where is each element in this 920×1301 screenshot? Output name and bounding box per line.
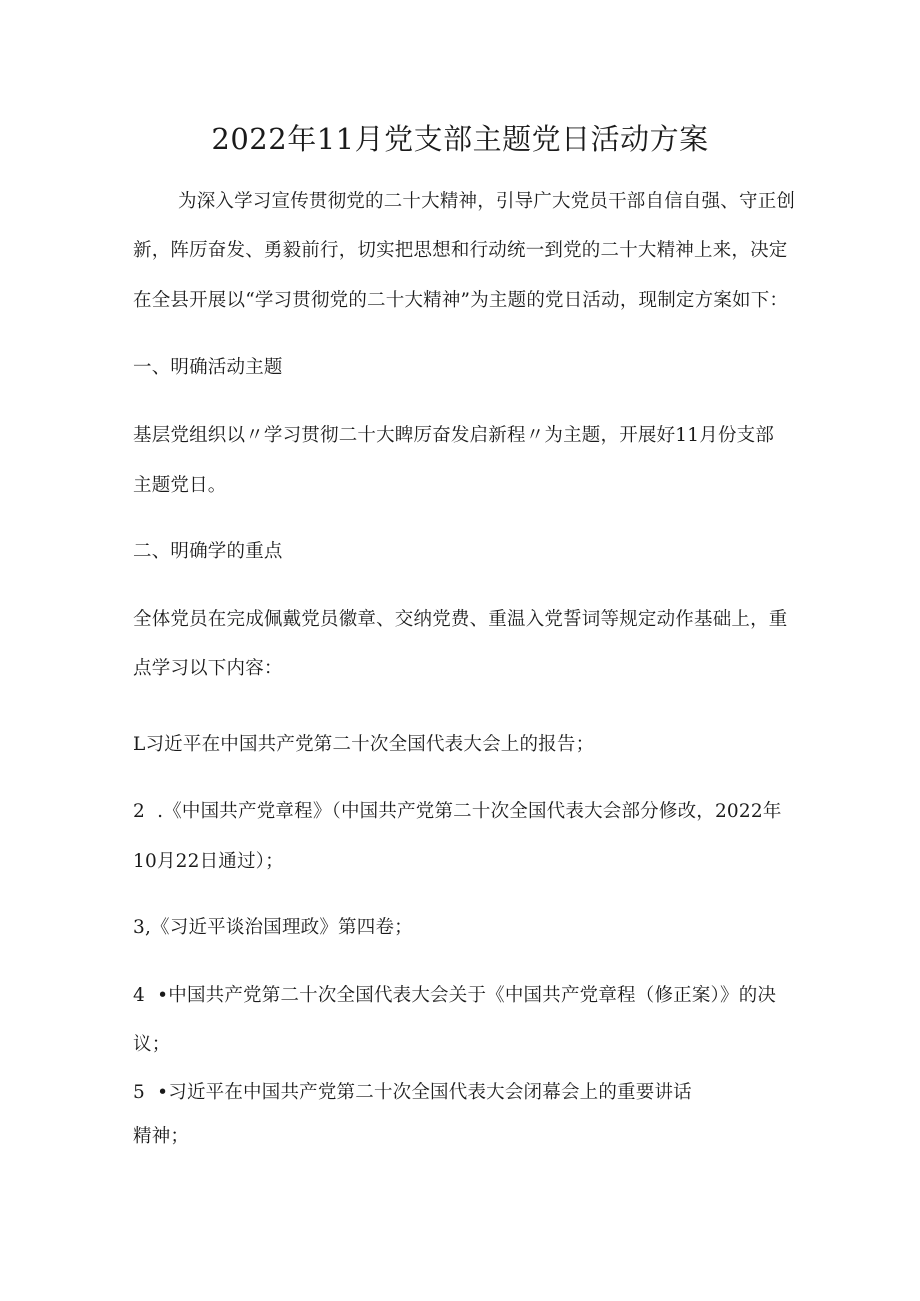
list-item-1: L习近平在中国共产党第二十次全国代表大会上的报告； — [133, 734, 595, 755]
list-item-4-line-1: 4 •中国共产党第二十次全国代表大会关于《中国共产党章程（修正案）》的决 — [133, 985, 777, 1006]
section-2-body-line-1: 全体党员在完成佩戴党员徽章、交纳党费、重温入党誓词等规定动作基础上，重 — [133, 609, 788, 630]
list-item-3: 3,《习近平谈治国理政》第四卷； — [133, 917, 413, 938]
section-1-body-line-2: 主题党日。 — [133, 475, 227, 496]
intro-line-2: 新，阵厉奋发、勇毅前行，切实把思想和行动统一到党的二十大精神上来，决定 — [133, 240, 788, 261]
list-item-5-line-2: 精神； — [133, 1126, 190, 1147]
section-1-body-line-1: 基层党组织以〃学习贯彻二十大睥厉奋发启新程〃为主题，开展好11月份支部 — [133, 425, 775, 446]
section-1-heading: 一、明确活动主题 — [133, 357, 283, 378]
section-2-heading: 二、明确学的重点 — [133, 541, 283, 562]
intro-line-3: 在全县开展以“学习贯彻党的二十大精神”为主题的党日活动，现制定方案如下： — [133, 290, 789, 311]
intro-line-1: 为深入学习宣传贯彻党的二十大精神，引导广大党员干部自信自强、守正创 — [178, 191, 796, 212]
document-title: 2022年11月党支部主题党日活动方案 — [211, 122, 709, 156]
list-item-2-line-1: 2 .《中国共产党章程》（中国共产党第二十次全国代表大会部分修改，2022年 — [133, 801, 782, 822]
list-item-5-line-1: 5 •习近平在中国共产党第二十次全国代表大会闭幕会上的重要讲话 — [133, 1082, 692, 1103]
section-2-body-line-2: 点学习以下内容： — [133, 658, 283, 679]
list-item-2-line-2: 10月22日通过）； — [133, 851, 284, 872]
list-item-4-line-2: 议； — [133, 1034, 171, 1055]
